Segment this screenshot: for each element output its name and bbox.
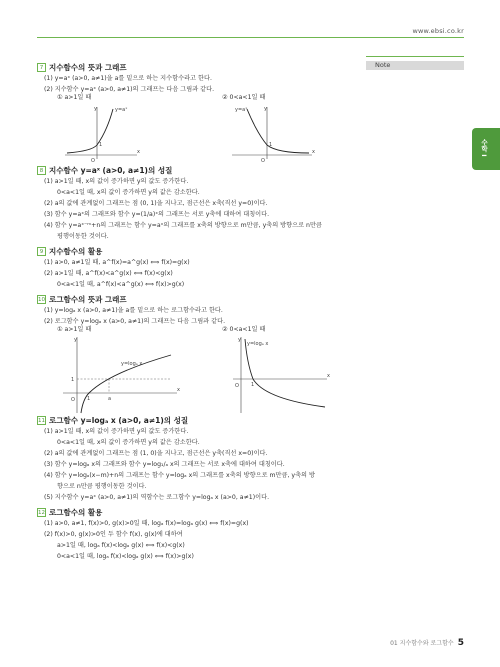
section-number: 7 xyxy=(37,63,46,72)
text-line: (2) a의 값에 관계없이 그래프는 점 (0, 1)을 지나고, 점근선은 x축(직선 y=0)이다. xyxy=(44,200,268,207)
intercept-label: 1 xyxy=(269,142,273,148)
text-line: 0<a<1일 때, logₐ f(x)<logₐ g(x) ⟺ f(x)>g(x) xyxy=(57,553,194,560)
graph-caption: ② 0<a<1일 때 xyxy=(222,94,266,101)
text-line: (2) a의 값에 관계없이 그래프는 점 (1, 0)을 지나고, 점근선은 y축(직선 x=0)이다. xyxy=(44,450,268,457)
exp-graphs xyxy=(37,94,360,164)
main-content xyxy=(37,58,360,562)
text-line: 평행이동한 것이다. xyxy=(57,233,109,240)
text-line: (1) a>1일 때, x의 값이 증가하면 y의 값도 증가한다. xyxy=(44,178,189,185)
section-title: 로그함수의 뜻과 그래프 xyxy=(49,295,127,304)
intercept-label: 1 xyxy=(251,382,255,388)
text-line: (1) y=aˣ (a>0, a≠1)을 a를 밑으로 하는 지수함수라고 한다. xyxy=(44,75,212,82)
curve-label: y=logₐ x xyxy=(121,361,143,367)
axis-label-y: y xyxy=(94,106,97,112)
axis-label-y: y xyxy=(238,337,241,343)
text-line: 0<a<1일 때, x의 값이 증가하면 y의 값은 감소한다. xyxy=(57,189,200,196)
origin-label: O xyxy=(235,383,239,389)
section-heading xyxy=(37,294,360,305)
section-heading xyxy=(37,246,360,257)
exp-graph-a-lt-1 xyxy=(232,106,315,164)
section-number: 11 xyxy=(38,418,45,424)
text-line: (5) 지수함수 y=aˣ (a>0, a≠1)의 역함수는 로그함수 y=logₐ x (a>0, a≠1)이다. xyxy=(44,494,270,501)
curve-label: y=aˣ xyxy=(235,107,248,113)
text-line: (1) a>1일 때, x의 값이 증가하면 y의 값도 증가한다. xyxy=(44,428,189,435)
axis-label-x: x xyxy=(327,373,330,379)
page-footer xyxy=(390,638,464,648)
axis-label-x: x xyxy=(312,149,315,155)
section-heading xyxy=(37,62,360,73)
text-line: (4) 함수 y=aˣ⁻ᵐ+n의 그래프는 함수 y=aˣ의 그래프를 x축의 방향으로 m만큼, y축의 방향으로 n만큼 xyxy=(44,222,322,229)
intercept-label: 1 xyxy=(99,142,103,148)
log-graphs-svg xyxy=(37,333,360,417)
top-rule xyxy=(37,37,464,38)
text-line: (2) 로그함수 y=logₐ x (a>0, a≠1)의 그래프는 다음 그림과 같다. xyxy=(44,318,226,325)
page-number: 5 xyxy=(457,638,464,648)
text-line: (3) 함수 y=logₐ x의 그래프와 함수 y=log₁/ₐ x의 그래프는 서로 x축에 대하여 대칭이다. xyxy=(44,461,285,468)
note-rule xyxy=(366,56,464,57)
exp-graph-a-gt-1 xyxy=(65,106,140,164)
note-header: Note xyxy=(366,61,464,70)
text-line: (1) y=logₐ x (a>0, a≠1)을 a를 밑으로 하는 로그함수라고 한다. xyxy=(44,307,223,314)
side-tab xyxy=(472,128,500,170)
text-line: (2) f(x)>0, g(x)>0인 두 함수 f(x), g(x)에 대하여 xyxy=(44,531,183,538)
side-tab-label: 수학 I xyxy=(480,139,488,157)
text-line: a>1일 때, logₐ f(x)<logₐ g(x) ⟺ f(x)<g(x) xyxy=(57,542,185,549)
axis-label-y: y xyxy=(74,337,77,343)
text-line: 0<a<1일 때, x의 값이 증가하면 y의 값은 감소한다. xyxy=(57,439,200,446)
text-line: 0<a<1일 때, a^f(x)<a^g(x) ⟺ f(x)>g(x) xyxy=(57,281,185,288)
section-number: 12 xyxy=(38,510,45,516)
base-label: a xyxy=(108,396,112,402)
section-number: 8 xyxy=(37,166,46,175)
text-line: (2) 지수함수 y=aˣ (a>0, a≠1)의 그래프는 다음 그림과 같다. xyxy=(44,86,215,93)
text-line: (1) a>0, a≠1일 때, a^f(x)=a^g(x) ⟺ f(x)=g(x) xyxy=(44,259,190,266)
axis-label-x: x xyxy=(137,149,140,155)
site-url: www.ebsi.co.kr xyxy=(412,27,464,35)
section-heading xyxy=(37,507,360,518)
section-title: 지수함수의 뜻과 그래프 xyxy=(49,63,127,72)
log-graphs xyxy=(37,327,360,411)
text-line: (1) a>0, a≠1, f(x)>0, g(x)>0일 때, logₐ f(x)=logₐ g(x) ⟺ f(x)=g(x) xyxy=(44,520,249,527)
text-line: (2) a>1일 때, a^f(x)<a^g(x) ⟺ f(x)<g(x) xyxy=(44,270,173,277)
origin-label: O xyxy=(71,397,75,403)
origin-label: O xyxy=(91,158,95,164)
chapter-label: 01 지수함수와 로그함수 xyxy=(390,640,454,647)
section-title: 지수함수의 활용 xyxy=(49,247,103,256)
section-title: 로그함수의 활용 xyxy=(49,508,103,517)
section-title: 로그함수 y=logₐ x (a>0, a≠1)의 성질 xyxy=(49,416,189,425)
graph-caption: ② 0<a<1일 때 xyxy=(222,326,266,333)
axis-label-y: y xyxy=(264,106,267,112)
log-graph-a-lt-1 xyxy=(233,337,330,413)
exp-graphs-svg xyxy=(37,101,360,167)
origin-label: O xyxy=(261,158,265,164)
graph-caption: ① a>1일 때 xyxy=(57,326,92,333)
text-line: (4) 함수 y=logₐ(x−m)+n의 그래프는 함수 y=logₐ x의 그래프를 x축의 방향으로 m만큼, y축의 방 xyxy=(44,472,315,479)
section-title: 지수함수 y=aˣ (a>0, a≠1)의 성질 xyxy=(49,166,173,175)
section-number: 10 xyxy=(38,297,45,303)
text-line: (3) 함수 y=aˣ의 그래프와 함수 y=(1/a)ˣ의 그래프는 서로 y축에 대하여 대칭이다. xyxy=(44,211,270,218)
log-graph-a-gt-1 xyxy=(63,337,180,413)
curve-label: y=aˣ xyxy=(115,107,128,113)
curve-label: y=logₐ x xyxy=(247,341,269,347)
section-number: 9 xyxy=(37,247,46,256)
level-label: 1 xyxy=(71,377,75,383)
intercept-label: 1 xyxy=(87,396,91,402)
text-line: 향으로 n만큼 평행이동한 것이다. xyxy=(57,483,147,490)
graph-caption: ① a>1일 때 xyxy=(57,94,92,101)
axis-label-x: x xyxy=(177,387,180,393)
